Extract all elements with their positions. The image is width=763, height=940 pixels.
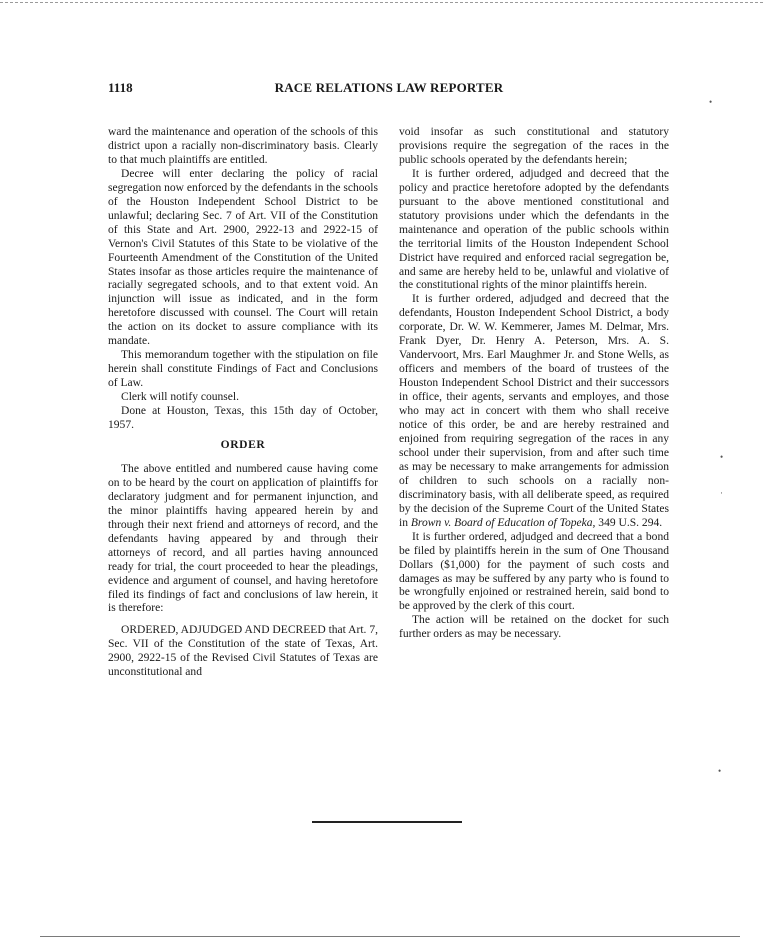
scan-speck: • [718,766,722,776]
paragraph: ward the maintenance and operation of the schools of this district upon a racially non-discriminatory basis. Clearly to that much plaintiffs are entitled. [108,126,378,166]
scan-speck: · [720,488,723,498]
case-citation: 349 U.S. 294. [598,516,663,529]
paragraph: The above entitled and numbered cause having come on to be heard by the court on application of plaintiffs for declaratory judgment and for permanent injunction, and the minor plaintiffs having appeared herein by and through their next friend and attorneys of record, and the defendants having appeared by and through their attorneys of record, and all parties having announced ready for trial, the court proceeded to hear the pleadings, evidence and argument of counsel, and having heretofore filed its findings of fact and conclusions of law herein, it is therefore: [108,462,378,615]
paragraph: The action will be retained on the docket for such further orders as may be necessary. [399,614,669,641]
paragraph: Done at Houston, Texas, this 15th day of October, 1957. [108,405,378,432]
scan-top-edge [0,2,763,3]
paragraph: It is further ordered, adjudged and decreed that the policy and practice heretofore adopted by the defendants pursuant to the above mentioned constitutional and statutory provisions under which the defendants in the maintenance and operation of the public schools within the territorial limits of the Houston Independent School District have required and enforced racial segregation be, and same are hereby held to be, unlawful and violative of the constitutional rights of the minor plaintiffs herein. [399,167,669,292]
scan-speck: • [709,97,713,107]
paragraph [399,293,669,530]
paragraph: ORDERED, ADJUDGED AND DECREED that Art. 7, Sec. VII of the Constitution of the state of Texas, Art. 2900, 2922-15 of the Revised Civil Statutes of Texas are unconstitutional and [108,624,378,679]
paragraph: This memorandum together with the stipulation on file herein shall constitute Findings of Fact and Conclusions of Law. [108,349,378,390]
scan-speck: • [720,452,724,462]
case-name: Brown v. Board of Education of Topeka, [410,516,596,529]
paragraph-text: It is further ordered, adjudged and decreed that the defendants, Houston Independent School District, a body corporate, Dr. W. W. Kemmerer, James M. Delmar, Mrs. Frank Dyer, Dr. Henry A. Peterson, Mrs. A. S. Vandervoort, Mrs. Earl Maughmer Jr. and Stone Wells, as officers and members of the board of trustees of the Houston Independent School District and their successors in office, their agents, servants and employes, and those who may act in concert with them who shall receive notice of this order, be and are hereby restrained and enjoined from requiring segregation of the races in any school under their supervision, from and after such time as may be necessary to make arrangements for admission of children to such schools on a racially non-discriminatory basis, with all deliberate speed, as required by the decision of the Supreme Court of the United States in [399,293,669,529]
paragraph: Decree will enter declaring the policy of racial segregation now enforced by the defendants in the schools of the Houston Independent School District to be unlawful; declaring Sec. 7 of Art. VII of the Constitution of this State and Art. 2900, 2922-13 and 2922-15 of Vernon's Civil Statutes of this State to be violative of the Fourteenth Amendment of the Constitution of the United States insofar as those articles require the maintenance of racially segregated schools, and to that extent void. An injunction will issue as indicated, and in the form heretofore discussed with counsel. The Court will retain the action on its docket to assure compliance with its mandate. [108,167,378,348]
left-column [108,126,378,680]
paragraph: Clerk will notify counsel. [121,391,240,404]
section-heading: ORDER [220,438,266,451]
right-column [399,126,669,642]
paragraph: void insofar as such constitutional and statutory provisions require the segregation of the races in the public schools operated by the defendants herein; [399,126,669,166]
paragraph: It is further ordered, adjudged and decreed that a bond be filed by plaintiffs herein in the sum of One Thousand Dollars ($1,000) for the payment of such costs and damages as may be suffered by any party who is found to be wrongfully enjoined or restrained herein, said bond to be approved by the clerk of this court. [399,530,669,613]
scan-bottom-edge [40,936,740,937]
running-title: RACE RELATIONS LAW REPORTER [274,80,504,95]
page-number: 1118 [108,80,133,95]
end-rule [312,821,462,823]
page-header [108,80,670,100]
